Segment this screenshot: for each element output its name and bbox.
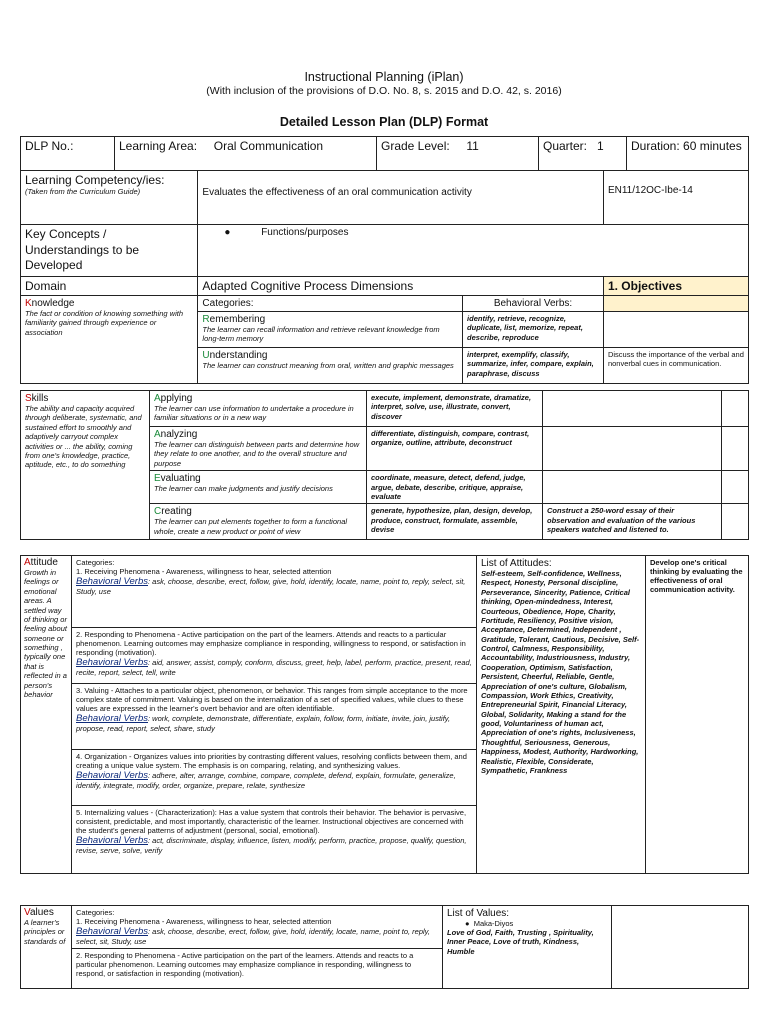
attitude-row-3-text: 3. Valuing - Attaches to a particular object, phenomenon, or behavior. This ranges from simple acceptance to the more complex state of commitment. Valuing is based on the internalization of a set of specified values, while clues to these values are expressed in the learner's overt behavior and are often identifiable. [76, 686, 468, 713]
grade-level-cell [377, 137, 539, 171]
dimensions-header: Adapted Cognitive Process Dimensions [198, 277, 604, 296]
values-objective [612, 906, 749, 989]
analyzing-title: Analyzing [154, 429, 198, 440]
attitude-row-5-text: 5. Internalizing values - (Characterization): Has a value system that controls their behavior. The behavior is pervasive, consistent, predictable, and most importantly, characteristic of the learner. Instructional objectives are concerned with the student's general patterns of adjustment (personal, social, emotional). [76, 808, 467, 835]
categories-header: Categories: [198, 296, 463, 312]
attitude-row-1-text: 1. Receiving Phenomena - Awareness, willingness to hear, selected attention [76, 567, 332, 576]
creating-title: Creating [154, 506, 192, 518]
creating-verbs: generate, hypothesize, plan, design, develop, produce, construct, formulate, assemble, devise [367, 504, 543, 540]
values-categories-label: Categories: [76, 908, 115, 917]
values-table [20, 905, 749, 989]
values-row-1-verbs: Behavioral Verbs: ask, choose, describe, erect, follow, give, hold, identify, locate, name, point to, reply, select, sit, Study, use [76, 926, 430, 947]
competency-table [20, 170, 749, 384]
remembering-objective [603, 312, 748, 348]
learning-area-cell [115, 137, 377, 171]
attitude-row-5 [72, 806, 477, 874]
attitude-list-cell [477, 556, 646, 874]
values-list: Love of God, Faith, Trusting , Spirituality, Inner Peace, Love of truth, Kindness, Humble [447, 928, 594, 956]
evaluating-verbs: coordinate, measure, detect, defend, judge, argue, debate, describe, critique, appraise, evaluate [367, 471, 543, 504]
quarter-value: 1 [597, 139, 604, 153]
key-concepts-item: Functions/purposes [261, 227, 349, 238]
attitude-list-label: List of Attitudes: [481, 558, 552, 569]
dlp-no-label: DLP No.: [21, 137, 115, 171]
evaluating-extra [722, 471, 749, 504]
creating-cell [150, 504, 367, 540]
remembering-verbs: identify, retrieve, recognize, duplicate, list, memorize, repeat, describe, reproduce [463, 312, 604, 348]
objectives-header: 1. Objectives [603, 277, 748, 296]
learning-area-label: Learning Area: [119, 139, 198, 153]
attitude-row-4-text: 4. Organization - Organizes values into priorities by contrasting different values, resolving conflicts between them, and creating a unique value system. The emphasis is on comparing, relating, and synthesizing values. [76, 752, 467, 770]
applying-desc: The learner can use information to undertake a procedure in familiar situations or in a new way [154, 404, 354, 423]
applying-verbs: execute, implement, demonstrate, dramatize, interpret, solve, use, illustrate, convert, discover [367, 391, 543, 427]
creating-extra [722, 504, 749, 540]
duration-cell: Duration: 60 minutes [627, 137, 749, 171]
quarter-cell [539, 137, 627, 171]
knowledge-desc: The fact or condition of knowing something with familiarity gained through experience or association [25, 309, 184, 337]
understanding-verbs: interpret, exemplify, classify, summarize, infer, compare, explain, paraphrase, discuss [463, 348, 604, 384]
evaluating-desc: The learner can make judgments and justify decisions [154, 484, 333, 494]
skills-domain-cell [21, 391, 150, 540]
attitude-table [20, 555, 749, 874]
skills-desc: The ability and capacity acquired through deliberate, systematic, and sustained effort to smoothly and adaptively carryout complex activities or ... the ability, coming from one's knowledge, practice, aptitude, etc., to do something [25, 404, 142, 470]
quarter-label: Quarter: [543, 139, 588, 153]
creating-objective: Construct a 250-word essay of their observation and evaluation of the various speakers watched and listened to. [543, 504, 722, 540]
remembering-desc: The learner can recall information and retrieve relevant knowledge from long-term memory [202, 325, 440, 344]
attitude-row-1 [72, 556, 477, 628]
bullet-icon: ● [465, 919, 470, 928]
applying-extra [722, 391, 749, 427]
doc-title: Detailed Lesson Plan (DLP) Format [279, 115, 489, 129]
attitude-title: Attitude [24, 557, 58, 568]
values-row-1 [72, 906, 443, 949]
understanding-desc: The learner can construct meaning from oral, written and graphic messages [202, 361, 454, 370]
bullet-icon: ● [224, 227, 231, 238]
competency-code: EN11/12OC-Ibe-14 [603, 171, 748, 225]
values-list-label: List of Values: [447, 908, 510, 919]
attitude-categories-label: Categories: [76, 558, 115, 567]
understanding-objective: Discuss the importance of the verbal and nonverbal cues in communication. [603, 348, 748, 384]
key-concepts-label: Key Concepts / Understandings to be Developed [21, 225, 198, 277]
understanding-title: Understanding [202, 350, 268, 361]
attitude-row-1-verbs: Behavioral Verbs: ask, choose, describe, erect, follow, give, hold, identify, locate, name, point to, reply, select, sit, Study, use [76, 576, 466, 597]
analyzing-objective [543, 427, 722, 471]
attitude-domain-cell [21, 556, 72, 874]
page-title: Instructional Planning (iPlan) [304, 70, 464, 84]
competency-label: Learning Competency/ies: [25, 173, 165, 187]
values-title: Values [24, 907, 54, 918]
attitude-row-2-text: 2. Responding to Phenomena - Active participation on the part of the learners. Attends and reacts to a particular phenomenon. Learning outcomes may emphasize compliance in responding, willingness to respond, or satisfaction in responding (motivation). [76, 630, 466, 657]
skills-title: Skills [25, 393, 49, 404]
values-row-2: 2. Responding to Phenomena - Active participation on the part of the learners. Attends and reacts to a particular phenomenon. Learning outcomes may emphasize compliance in responding, willingness to respond, or satisfaction in responding (motivation). [72, 949, 443, 989]
applying-title: Applying [154, 393, 193, 404]
competency-label-cell [21, 171, 198, 225]
attitude-row-5-verbs: Behavioral Verbs: act, discriminate, display, influence, listen, modify, perform, practice, propose, qualify, question, revise, serve, solve, verify [76, 835, 467, 856]
competency-note: (Taken from the Curriculum Guide) [25, 187, 141, 196]
objective-blank [603, 296, 748, 312]
competency-text: Evaluates the effectiveness of an oral communication activity [198, 171, 604, 225]
values-desc: A learner's principles or standards of [24, 918, 66, 946]
key-concepts-cell [198, 225, 749, 277]
values-list-cell [443, 906, 612, 989]
attitude-list: Self-esteem, Self-confidence, Wellness, Respect, Honesty, Personal discipline, Perseverance, Sincerity, Patience, Critical thinking, Open-mindedness, Interest, Courteous, Obedience, Hope, Charity, Fortitude, Resiliency, Positive vision, Acceptance, Determined, Independent , Gratitude, Tolerant, Cautious, Decisive, Self-Control, Calmness, Responsibility, Accountability, Industriousness, Industry, Cooperation, Optimism, Satisfaction, Persistent, Cheerful, Reliable, Gentle, Appreciation of one's culture, Globalism, Compassion, Work Ethics, Creativity, Entrepreneurial Spirit, Financial Literacy, Global, Solidarity, Making a stand for the good, Voluntariness of human act, Appreciation of one's rights, Inclusiveness, Thoughtful, Seriousness, Generous, Happiness, Modest, Authority, Hardworking, Realistic, Flexible, Considerate, Sympathetic, Frankness [481, 569, 640, 775]
analyzing-extra [722, 427, 749, 471]
attitude-objective: Develop one's critical thinking by evaluating the effectiveness of oral communication activity. [646, 556, 749, 874]
creating-desc: The learner can put elements together to form a functional whole, create a new product or point of view [154, 517, 348, 536]
evaluating-objective [543, 471, 722, 504]
dlp-info-table [20, 136, 749, 171]
domain-header: Domain [21, 277, 198, 296]
verbs-header: Behavioral Verbs: [463, 296, 604, 312]
analyzing-desc: The learner can distinguish between parts and determine how they relate to one another, and to the overall structure and purpose [154, 440, 360, 468]
attitude-row-4 [72, 750, 477, 806]
evaluating-title: Evaluating [154, 473, 201, 485]
knowledge-title: Knowledge [25, 298, 75, 309]
evaluating-cell [150, 471, 367, 504]
attitude-row-2-verbs: Behavioral Verbs: aid, answer, assist, comply, conform, discuss, greet, help, label, perform, practice, present, read, recite, report, select, tell, write [76, 657, 472, 678]
analyzing-cell [150, 427, 367, 471]
grade-level-label: Grade Level: [381, 139, 450, 153]
applying-objective [543, 391, 722, 427]
attitude-row-2 [72, 628, 477, 684]
grade-level-value: 11 [466, 139, 479, 153]
attitude-row-3-verbs: Behavioral Verbs: work, complete, demonstrate, differentiate, explain, follow, form, initiate, invite, join, justify, propose, read, report, select, share, study [76, 713, 451, 734]
skills-table [20, 390, 749, 540]
attitude-desc: Growth in feelings or emotional areas. A settled way of thinking or feeling about someone or something , typically one that is reflected in a person's behavior [24, 568, 67, 699]
remembering-cell [198, 312, 463, 348]
learning-area-value: Oral Communication [213, 139, 324, 153]
understanding-cell [198, 348, 463, 384]
applying-cell [150, 391, 367, 427]
analyzing-verbs: differentiate, distinguish, compare, contrast, organize, outline, attribute, deconstruct [367, 427, 543, 471]
values-list-first: ● Maka-Diyos [465, 919, 514, 928]
values-domain-cell [21, 906, 72, 989]
attitude-row-3 [72, 684, 477, 750]
knowledge-domain-cell [21, 296, 198, 384]
page-subtitle: (With inclusion of the provisions of D.O. No. 8, s. 2015 and D.O. 42, s. 2016) [206, 85, 562, 97]
remembering-title: Remembering [202, 314, 266, 325]
values-row-1-text: 1. Receiving Phenomena - Awareness, willingness to hear, selected attention [76, 917, 332, 926]
attitude-row-4-verbs: Behavioral Verbs: adhere, alter, arrange, combine, compare, complete, defend, explain, formulate, generalize, identify, integrate, modify, order, organize, prepare, relate, synthesize [76, 770, 456, 791]
